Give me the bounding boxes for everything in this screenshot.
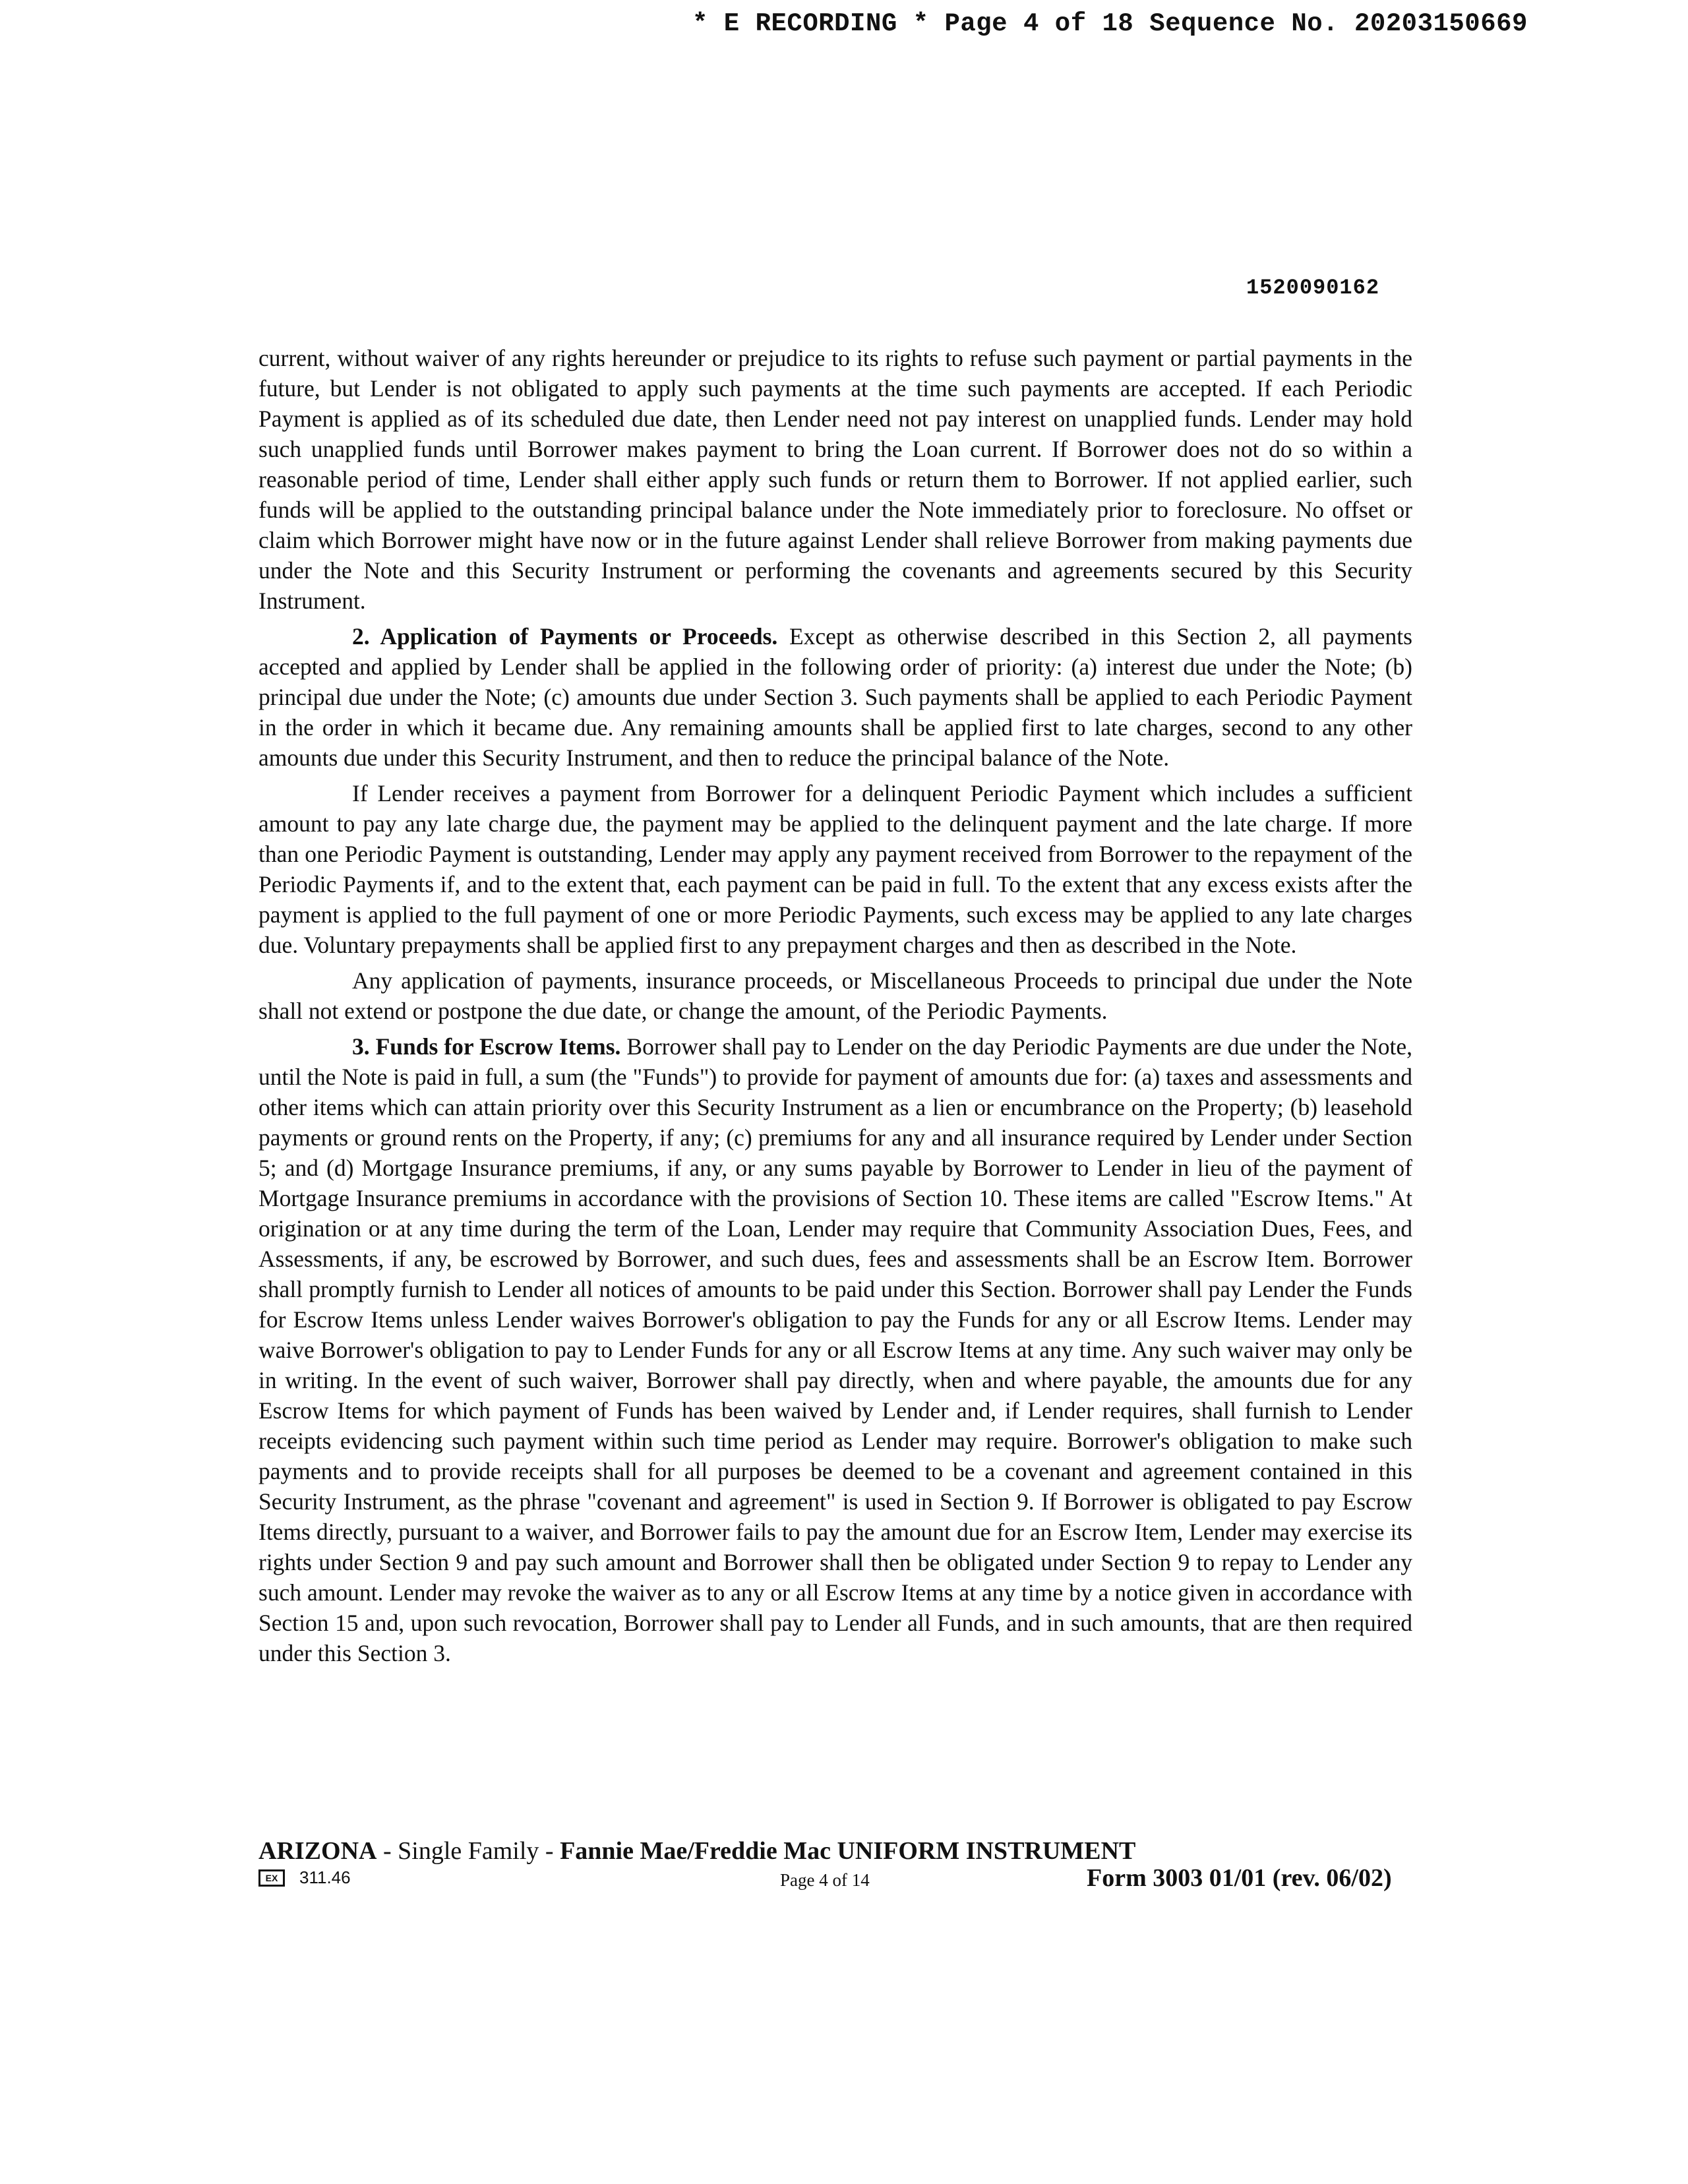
paragraph-application: Any application of payments, insurance proceeds, or Miscellaneous Proceeds to principal due under the Note shall not extend or postpone the due date, or change the amount, of the Periodic Payments. <box>258 967 1412 1024</box>
section-2-paragraph <box>258 621 1412 773</box>
section-2-text: Except as otherwise described in this Section 2, all payments accepted and applied by Lender shall be applied in the following order of priority: (a) interest due under the Note; (b) principal due under the Note; (c) amounts due under Section 3. Such payments shall be applied to each Periodic Payment in the order in which it became due. Any remaining amounts shall be applied first to late charges, second to any other amounts due under this Security Instrument, and then to reduce the principal balance of the Note. <box>258 623 1412 771</box>
paragraph-delinquent-payment: If Lender receives a payment from Borrower for a delinquent Periodic Payment which includes a sufficient amount to pay any late charge due, the payment may be applied to the delinquent payment and the late charge. If more than one Periodic Payment is outstanding, Lender may apply any payment received from Borrower to the repayment of the Periodic Payments if, and to the extent that, each payment can be paid in full. To the extent that any excess exists after the payment is applied to the full payment of one or more Periodic Payments, such excess may be applied to any late charges due. Voluntary prepayments shall be applied first to any prepayment charges and then as described in the Note. <box>258 780 1412 958</box>
footer-title-bold: Fannie Mae/Freddie Mac UNIFORM INSTRUMENT <box>560 1837 1136 1865</box>
loan-number: 1520090162 <box>1246 276 1380 300</box>
paragraph-continuation: current, without waiver of any rights hereunder or prejudice to its rights to refuse such payment or partial payments in the future, but Lender is not obligated to apply such payments at the time such payments are accepted. If each Periodic Payment is applied as of its scheduled due date, then Lender need not pay interest on unapplied funds. Lender may hold such unapplied funds until Borrower makes payment to bring the Loan current. If Borrower does not do so within a reasonable period of time, Lender shall either apply such funds or return them to Borrower. If not applied earlier, such funds will be applied to the outstanding principal balance under the Note immediately prior to foreclosure. No offset or claim which Borrower might have now or in the future against Lender shall relieve Borrower from making payments due under the Note and this Security Instrument or performing the covenants and agreements secured by this Security Instrument. <box>258 345 1412 614</box>
section-2-heading: 2. Application of Payments or Proceeds. <box>352 623 778 650</box>
footer-title-mid: - Single Family - <box>377 1837 560 1865</box>
footer-state: ARIZONA <box>258 1837 377 1865</box>
section-3-heading: 3. Funds for Escrow Items. <box>352 1033 621 1060</box>
section-3-paragraph <box>258 1031 1412 1668</box>
footer-page-number: Page 4 of 14 <box>780 1870 870 1890</box>
footer-form-number: Form 3003 01/01 (rev. 06/02) <box>1087 1864 1392 1892</box>
section-3-text: Borrower shall pay to Lender on the day Periodic Payments are due under the Note, until the Note is paid in full, a sum (the "Funds") to provide for payment of amounts due for: (a) taxes and assessments and other items which can attain priority over this Security Instrument as a lien or encumbrance on the Property; (b) leasehold payments or ground rents on the Property, if any; (c) premiums for any and all insurance required by Lender under Section 5; and (d) Mortgage Insurance premiums, if any, or any sums payable by Borrower to Lender in lieu of the payment of Mortgage Insurance premiums in accordance with the provisions of Section 10. These items are called "Escrow Items." At origination or at any time during the term of the Loan, Lender may require that Community Association Dues, Fees, and Assessments, if any, be escrowed by Borrower, and such dues, fees and assessments shall be an Escrow Item. Borrower shall promptly furnish to Lender all notices of amounts to be paid under this Section. Borrower shall pay Lender the Funds for Escrow Items unless Lender waives Borrower's obligation to pay the Funds for any or all Escrow Items. Lender may waive Borrower's obligation to pay to Lender Funds for any or all Escrow Items at any time. Any such waiver may only be in writing. In the event of such waiver, Borrower shall pay directly, when and where payable, the amounts due for any Escrow Items for which payment of Funds has been waived by Lender and, if Lender requires, shall furnish to Lender receipts evidencing such payment within such time period as Lender may require. Borrower's obligation to make such payments and to provide receipts shall for all purposes be deemed to be a covenant and agreement contained in this Security Instrument, as the phrase "covenant and agreement" is used in Section 9. If Borrower is obligated to pay Escrow Items directly, pursuant to a waiver, and Borrower fails to pay the amount due for an Escrow Item, Lender may exercise its rights under Section 9 and pay such amount and Borrower shall then be obligated under Section 9 to repay to Lender any such amount. Lender may revoke the waiver as to any or all Escrow Items at any time by a notice given in accordance with Section 15 and, upon such revocation, Borrower shall pay to Lender all Funds, and in such amounts, that are then required under this Section 3. <box>258 1033 1412 1666</box>
recording-stamp: * E RECORDING * Page 4 of 18 Sequence No. 20203150669 <box>692 9 1528 38</box>
form-code: 311.46 <box>299 1867 351 1887</box>
publisher-logo-icon: EX <box>258 1869 285 1887</box>
footer-form-code <box>258 1867 351 1888</box>
footer-title <box>258 1836 1135 1866</box>
document-body <box>258 343 1412 1674</box>
